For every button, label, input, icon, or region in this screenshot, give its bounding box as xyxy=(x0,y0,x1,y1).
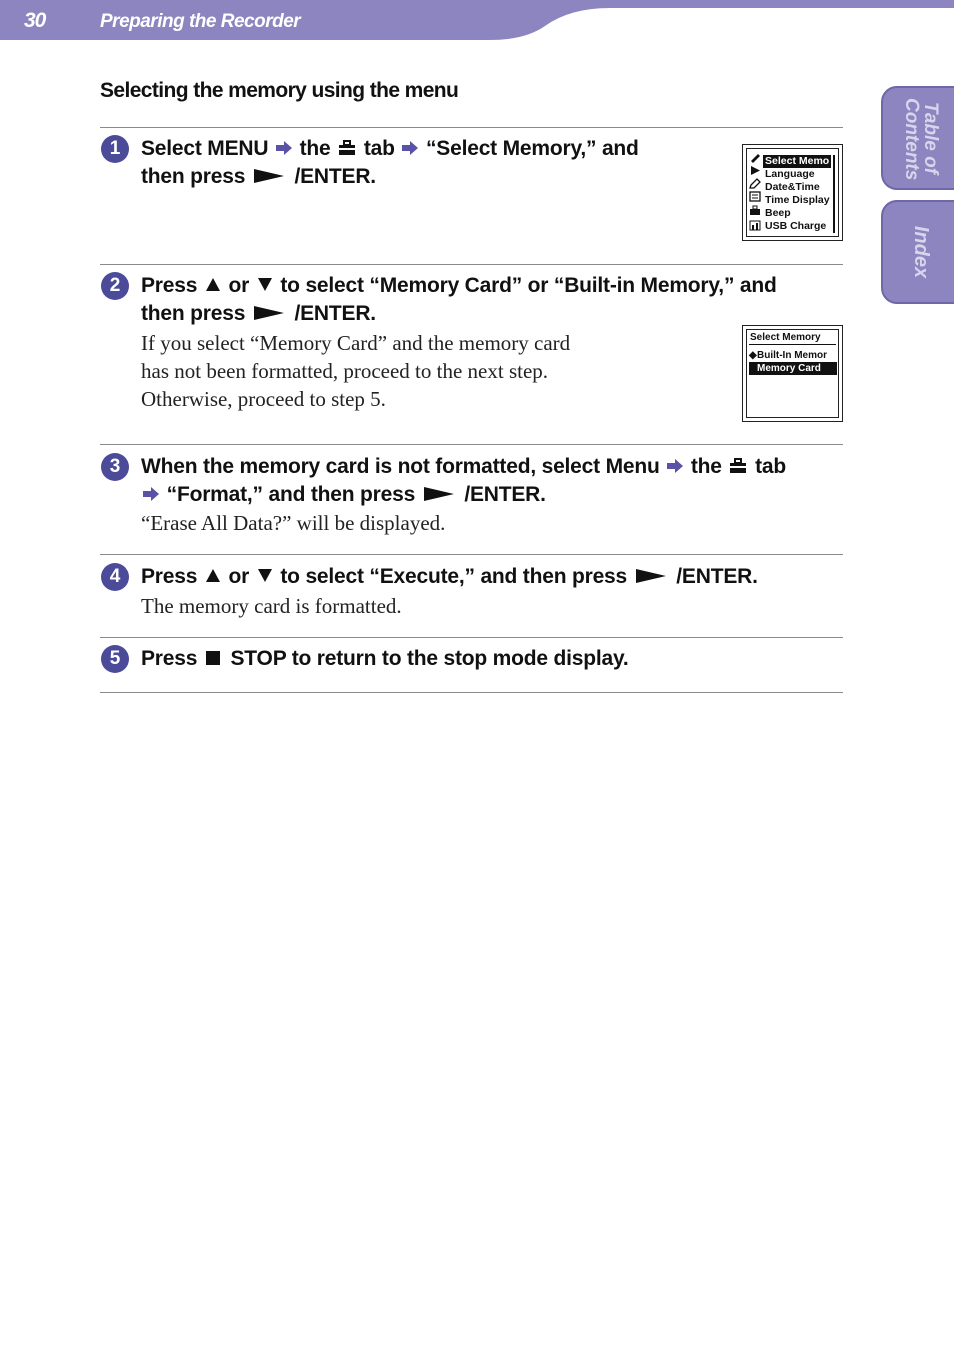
divider xyxy=(100,127,843,128)
divider xyxy=(100,264,843,265)
toolbox-icon xyxy=(749,205,761,216)
menu-item-usb-charge: USB Charge xyxy=(765,220,827,232)
step-text-segment: to select “Execute,” and then press xyxy=(280,565,628,588)
body-line: “Erase All Data?” will be displayed. xyxy=(141,511,446,535)
tab-toc-label: Table of Contents xyxy=(901,98,941,181)
step-text-segment: the xyxy=(299,137,331,160)
arrow-right-icon xyxy=(275,140,293,156)
step-number: 2 xyxy=(101,272,129,300)
section-heading: Selecting the memory using the menu xyxy=(100,79,459,102)
up-triangle-icon xyxy=(205,277,221,292)
step-number: 3 xyxy=(101,453,129,481)
down-triangle-icon xyxy=(257,277,273,292)
body-line: The memory card is formatted. xyxy=(141,594,402,618)
step-text-segment: Select MENU xyxy=(141,137,269,160)
step-text-segment: Press xyxy=(141,647,198,670)
option-memory-card: Memory Card xyxy=(749,362,837,375)
step-text-segment: Press xyxy=(141,565,198,588)
step-text-segment: When the memory card is not formatted, select Menu xyxy=(141,455,660,478)
edit-pencil-icon xyxy=(749,178,761,189)
step-text-segment: /ENTER. xyxy=(294,165,376,188)
down-triangle-icon xyxy=(257,568,273,583)
step-text-segment: /ENTER. xyxy=(294,302,376,325)
step-4-instruction xyxy=(141,563,758,591)
toolbox-tab-icon xyxy=(729,457,747,474)
body-line: If you select “Memory Card” and the memory card xyxy=(141,331,571,355)
step-number: 1 xyxy=(101,135,129,163)
page-header xyxy=(0,0,954,42)
tab-index-label: Index xyxy=(910,225,932,279)
play-settings-icon xyxy=(749,165,761,176)
step-text-segment: or xyxy=(228,565,250,588)
option-built-in-memory: Built-In Memor xyxy=(757,350,827,361)
menu-item-beep: Beep xyxy=(765,207,791,219)
menu-item-date-time: Date&Time xyxy=(765,181,820,193)
divider xyxy=(100,444,843,445)
step-text-segment: then press xyxy=(141,165,246,188)
body-line: Otherwise, proceed to step 5. xyxy=(141,387,386,411)
section-title: Preparing the Recorder xyxy=(100,11,301,32)
screen-title: Select Memory xyxy=(750,332,821,343)
step-4-description xyxy=(141,592,402,620)
play-icon xyxy=(253,305,285,321)
step-2-description xyxy=(141,329,570,413)
record-settings-icon xyxy=(749,152,761,163)
menu-screen-illustration xyxy=(742,144,843,241)
divider xyxy=(100,692,843,693)
menu-item-time-display: Time Display xyxy=(765,194,830,206)
step-3-description xyxy=(141,509,445,537)
current-marker: ◆ xyxy=(749,350,757,361)
step-number: 4 xyxy=(101,563,129,591)
page-number: 30 xyxy=(24,9,46,32)
step-text-segment: /ENTER. xyxy=(676,565,758,588)
divider xyxy=(100,554,843,555)
body-line: has not been formatted, proceed to the next step. xyxy=(141,359,549,383)
menu-item-select-memory: Select Memo xyxy=(765,155,830,167)
menu-item-language: Language xyxy=(765,168,815,180)
step-text-segment: tab xyxy=(363,137,395,160)
scrollbar xyxy=(833,155,835,233)
arrow-right-icon xyxy=(666,458,684,474)
file-icon xyxy=(749,191,761,202)
play-icon xyxy=(635,568,667,584)
step-number: 5 xyxy=(101,645,129,673)
stop-square-icon xyxy=(205,650,221,666)
step-text-segment: “Format,” and then press xyxy=(166,483,416,506)
step-text-segment: Press xyxy=(141,274,198,297)
bar-graph-icon xyxy=(749,220,761,231)
tab-table-of-contents[interactable] xyxy=(881,86,954,190)
step-text-segment: STOP to return to the stop mode display. xyxy=(230,647,629,670)
step-text-segment: then press xyxy=(141,302,246,325)
step-text-segment: /ENTER. xyxy=(464,483,546,506)
step-text-segment: tab xyxy=(755,455,786,478)
arrow-right-icon xyxy=(401,140,419,156)
play-icon xyxy=(423,486,455,502)
step-2-instruction xyxy=(141,272,777,328)
tab-index[interactable] xyxy=(881,200,954,304)
step-text-segment: “Select Memory,” and xyxy=(426,137,639,160)
divider xyxy=(100,637,843,638)
up-triangle-icon xyxy=(205,568,221,583)
play-icon xyxy=(253,168,285,184)
step-text-segment: or xyxy=(228,274,250,297)
step-text-segment: the xyxy=(690,455,722,478)
select-memory-screen-illustration xyxy=(742,325,843,422)
title-divider xyxy=(749,344,836,345)
arrow-right-icon xyxy=(142,486,160,502)
step-1-instruction xyxy=(141,135,639,191)
step-text-segment: to select “Memory Card” or “Built-in Memory,” and xyxy=(280,274,777,297)
step-5-instruction xyxy=(141,645,629,673)
toolbox-tab-icon xyxy=(338,139,356,156)
step-3-instruction xyxy=(141,453,786,509)
